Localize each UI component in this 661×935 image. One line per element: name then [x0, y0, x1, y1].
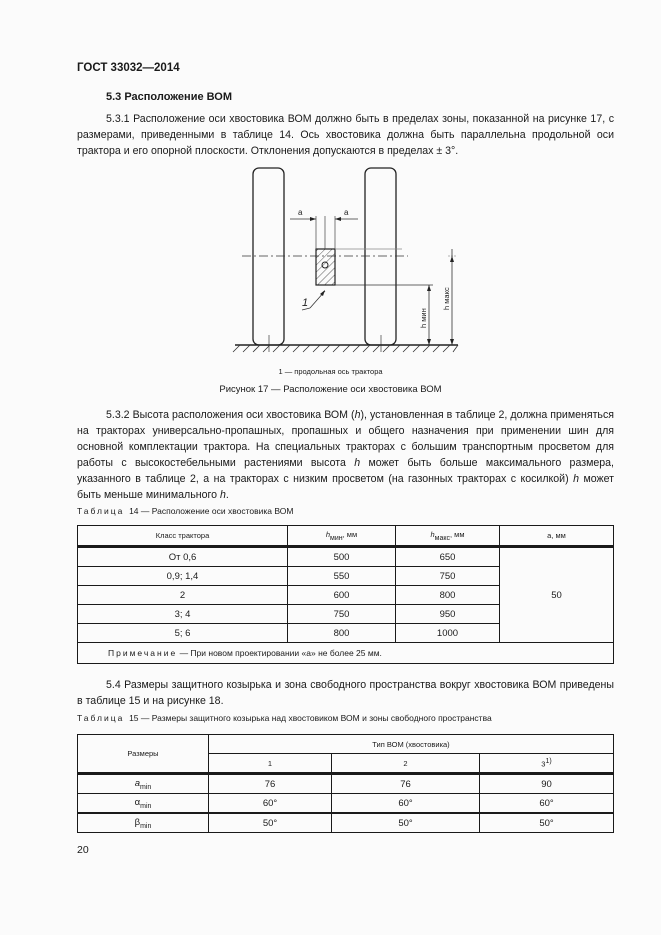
table-row — [78, 547, 614, 567]
cell-value: 60° — [332, 794, 480, 814]
table-15-title — [77, 713, 492, 723]
paragraph-5-4 — [77, 677, 614, 709]
cell-hmin: 800 — [288, 624, 396, 643]
cell-hmax: 1000 — [396, 624, 500, 643]
text: может быть меньше минимального — [77, 473, 614, 501]
cell-value: 50° — [332, 813, 480, 833]
table-note — [78, 643, 614, 664]
pto-zone — [316, 249, 335, 285]
subscript: min — [140, 802, 152, 810]
text: ), установленная в таблице 2, должна применяться на тракторах универсально-пропашных, пропашных и общего назначения при применении шин для основной комплектации трактора. На специальных тракторах с большим транспортным просветом для работы с высокостебельными растениями высота — [77, 409, 614, 469]
paragraph-5-3-2 — [77, 407, 614, 503]
page-number: 20 — [77, 844, 89, 856]
figure-17-diagram — [230, 160, 470, 360]
table-note-row — [78, 643, 614, 664]
cell-value: 50° — [209, 813, 332, 833]
header-hmax — [396, 526, 500, 547]
left-wheel — [253, 168, 284, 345]
figure-caption: Рисунок 17 — Расположение оси хвостовика ВОМ — [219, 384, 442, 395]
table-title-text: 14 — Расположение оси хвостовика ВОМ — [129, 506, 294, 516]
symbol-h: h — [354, 409, 361, 421]
cell-class: От 0,6 — [78, 547, 288, 567]
table-header-row — [78, 735, 614, 754]
cell-value: 76 — [209, 774, 332, 794]
table-row — [78, 774, 614, 794]
cell-dimension — [78, 794, 209, 814]
header-type-1: 1 — [209, 754, 332, 774]
symbol-h: h — [219, 489, 226, 501]
table-14-title — [77, 506, 293, 516]
subscript: макс — [434, 534, 451, 542]
label-a-right: a — [344, 208, 349, 217]
symbol: β — [134, 816, 141, 828]
cell-hmin: 500 — [288, 547, 396, 567]
footnote-mark: 1) — [545, 757, 552, 765]
label-h-min: h мин — [419, 308, 428, 328]
symbol-h: h — [573, 473, 579, 485]
callout-1: 1 — [302, 297, 309, 309]
cell-a: 50 — [500, 547, 614, 643]
cell-class: 5; 6 — [78, 624, 288, 643]
symbol-h: h — [325, 529, 331, 539]
symbol-h: h — [354, 457, 361, 469]
subscript: min — [140, 783, 152, 791]
table-header-row — [78, 526, 614, 547]
cell-hmax: 650 — [396, 547, 500, 567]
paragraph-5-3-1 — [77, 111, 614, 159]
text: может быть больше максимального размера, указанного в таблице 2, а на тракторах с низким просветом (на газонных тракторах с косилкой) — [77, 457, 614, 485]
symbol: a — [134, 777, 140, 789]
cell-value: 60° — [480, 794, 614, 814]
document-header: ГОСТ 33032—2014 — [77, 62, 180, 74]
paragraph-text: 5.3.1 Расположение оси хвостовика ВОМ должно быть в пределах зоны, показанной на рисунке 17, с размерами, приведенными в таблице 14. Ось хвостовика должна быть параллельна продольной оси трактора и его опорной плоскости. Отклонения допускаются в пределах ± 3°. — [77, 113, 614, 157]
type-number: 3 — [541, 759, 546, 769]
cell-value: 76 — [332, 774, 480, 794]
cell-class: 0,9; 1,4 — [78, 567, 288, 586]
cell-hmax: 950 — [396, 605, 500, 624]
table-prefix: Таблица — [77, 506, 125, 516]
table-14 — [77, 525, 614, 664]
header-type-3 — [480, 754, 614, 774]
unit: , мм — [342, 529, 358, 539]
section-title: 5.3 Расположение ВОМ — [106, 91, 233, 103]
right-wheel — [365, 168, 396, 345]
note-label: Примечание — [108, 648, 178, 658]
subscript: мин — [330, 534, 343, 542]
header-dimensions: Размеры — [78, 735, 209, 774]
cell-hmin: 750 — [288, 605, 396, 624]
table-title-text: 15 — Размеры защитного козырька над хвостовиком ВОМ и зоны свободного пространства — [129, 713, 492, 723]
symbol: α — [134, 796, 141, 808]
symbol-h: h — [430, 529, 435, 539]
cell-class: 2 — [78, 586, 288, 605]
cell-dimension — [78, 774, 209, 794]
header-type-2: 2 — [332, 754, 480, 774]
header-a: a, мм — [500, 526, 614, 547]
table-row — [78, 813, 614, 833]
cell-value: 60° — [209, 794, 332, 814]
text: 5.3.2 Высота расположения оси хвостовика ВОМ ( — [106, 409, 355, 421]
paragraph-text: 5.4 Размеры защитного козырька и зона свободного пространства вокруг хвостовика ВОМ приведены в таблице 15 и на рисунке 18. — [77, 679, 614, 707]
table-15 — [77, 734, 614, 833]
header-pto-type: Тип ВОМ (хвостовика) — [209, 735, 614, 754]
cell-class: 3; 4 — [78, 605, 288, 624]
table-prefix: Таблица — [77, 713, 125, 723]
cell-dimension — [78, 813, 209, 833]
cell-hmax: 800 — [396, 586, 500, 605]
cell-hmax: 750 — [396, 567, 500, 586]
subscript: min — [140, 822, 152, 830]
header-hmin — [288, 526, 396, 547]
note-text: — При новом проектировании «a» не более 25 мм. — [177, 648, 382, 658]
table-row — [78, 794, 614, 814]
cell-value: 50° — [480, 813, 614, 833]
label-a-left: a — [298, 208, 303, 217]
header-class: Класс трактора — [78, 526, 288, 547]
cell-value: 90 — [480, 774, 614, 794]
text: . — [225, 489, 229, 501]
label-h-max: h макс — [442, 287, 451, 310]
cell-hmin: 600 — [288, 586, 396, 605]
figure-legend: 1 — продольная ось трактора — [278, 367, 383, 376]
unit: , мм — [450, 529, 465, 539]
cell-hmin: 550 — [288, 567, 396, 586]
